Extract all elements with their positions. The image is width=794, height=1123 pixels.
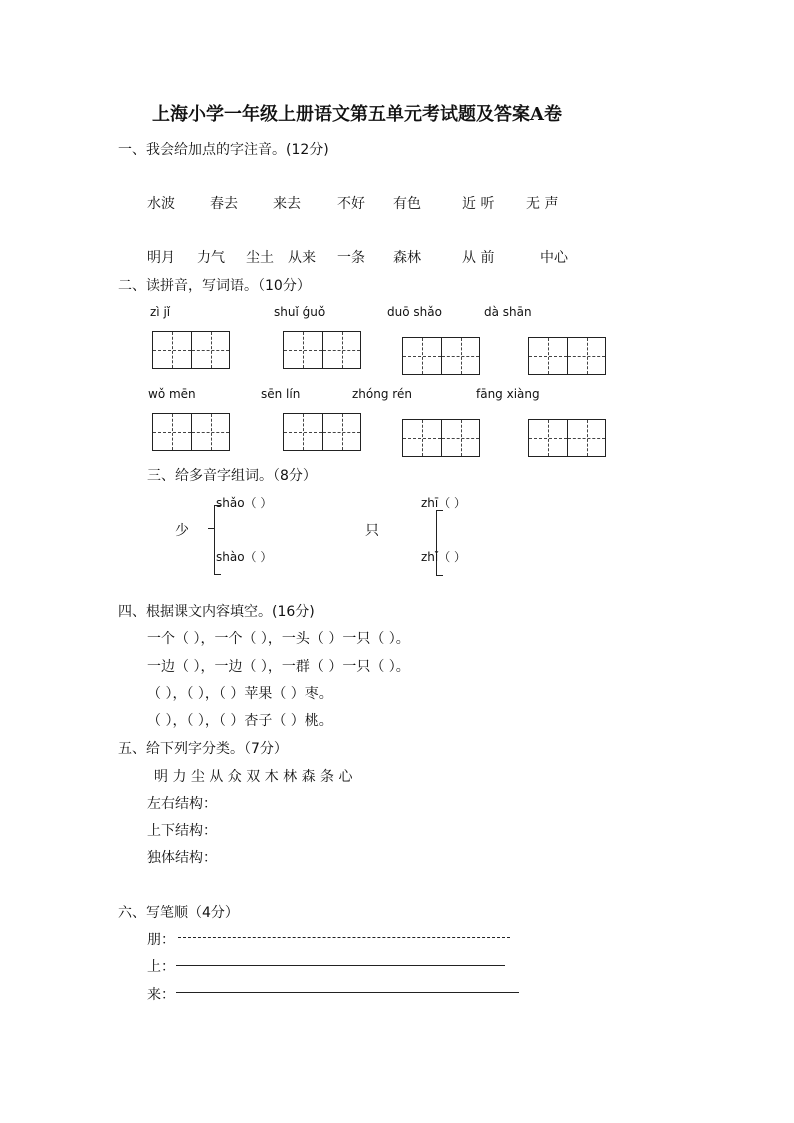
fill-line[interactable]: 一边（ ），一边（ ），一群（ ）一只（ ）。	[147, 659, 410, 675]
section-3-heading: 三、给多音字组词。（8分）	[147, 468, 317, 484]
word-item: 有色	[393, 196, 421, 212]
structure-label: 左右结构：	[147, 796, 217, 812]
writing-grid[interactable]	[152, 331, 230, 369]
fill-line[interactable]: （ ），（ ），（ ）苹果（ ）枣。	[147, 686, 333, 702]
polyphone-char: 只	[365, 523, 379, 539]
word-item: 春去	[210, 196, 238, 212]
writing-grid[interactable]	[283, 331, 361, 369]
writing-grid[interactable]	[402, 337, 480, 375]
structure-label: 独体结构：	[147, 850, 217, 866]
word-item: 从 前	[462, 250, 495, 266]
compound-slot[interactable]: shào（ ）	[216, 550, 273, 564]
stroke-answer-line[interactable]	[176, 965, 505, 966]
pinyin-label: shuǐ ǵuǒ	[274, 305, 326, 319]
stroke-answer-line[interactable]	[178, 937, 510, 938]
writing-grid[interactable]	[528, 419, 606, 457]
section-5-heading: 五、给下列字分类。（7分）	[118, 741, 288, 757]
section-2-heading: 二、读拼音，写词语。（10分）	[118, 278, 311, 294]
compound-slot[interactable]: shǎo（ ）	[216, 496, 273, 510]
structure-label: 上下结构：	[147, 823, 217, 839]
pinyin-label: fāng xiàng	[476, 387, 540, 401]
pinyin-label: zhóng rén	[352, 387, 412, 401]
word-item: 来去	[273, 196, 301, 212]
writing-grid[interactable]	[283, 413, 361, 451]
word-item: 不好	[337, 196, 365, 212]
stroke-label: 朋：	[147, 932, 175, 948]
word-item: 中心	[540, 250, 568, 266]
writing-grid[interactable]	[528, 337, 606, 375]
fill-line[interactable]: 一个（ ），一个（ ），一头（ ）一只（ ）。	[147, 631, 410, 647]
section-4-heading: 四、根据课文内容填空。(16分)	[118, 604, 315, 620]
writing-grid[interactable]	[152, 413, 230, 451]
writing-grid[interactable]	[402, 419, 480, 457]
stroke-answer-line[interactable]	[176, 992, 519, 993]
compound-slot[interactable]: zhǐ（ ）	[421, 550, 467, 564]
pinyin-label: wǒ mēn	[148, 387, 196, 401]
brace-right	[436, 510, 443, 576]
stroke-label: 来：	[147, 987, 175, 1003]
compound-slot[interactable]: zhī（ ）	[421, 496, 467, 510]
fill-line[interactable]: （ ），（ ），（ ）杏子（ ）桃。	[147, 713, 333, 729]
word-item: 无 声	[526, 196, 559, 212]
polyphone-char: 少	[175, 523, 189, 539]
pinyin-label: dà shān	[484, 305, 532, 319]
word-item: 从来	[288, 250, 316, 266]
pinyin-label: duō shǎo	[387, 305, 442, 319]
word-item: 近 听	[462, 196, 495, 212]
stroke-label: 上：	[147, 959, 175, 975]
word-item: 尘土	[246, 250, 274, 266]
word-item: 力气	[197, 250, 225, 266]
character-list: 明 力 尘 从 众 双 木 林 森 条 心	[154, 769, 353, 785]
pinyin-label: sēn lín	[261, 387, 301, 401]
word-item: 水波	[147, 196, 175, 212]
section-1-heading: 一、我会给加点的字注音。(12分)	[118, 142, 329, 158]
word-item: 森林	[393, 250, 421, 266]
pinyin-label: zì jǐ	[150, 305, 171, 319]
page-title: 上海小学一年级上册语文第五单元考试题及答案A卷	[152, 104, 562, 125]
word-item: 明月	[147, 250, 175, 266]
word-item: 一条	[337, 250, 365, 266]
section-6-heading: 六、写笔顺（4分）	[118, 905, 239, 921]
